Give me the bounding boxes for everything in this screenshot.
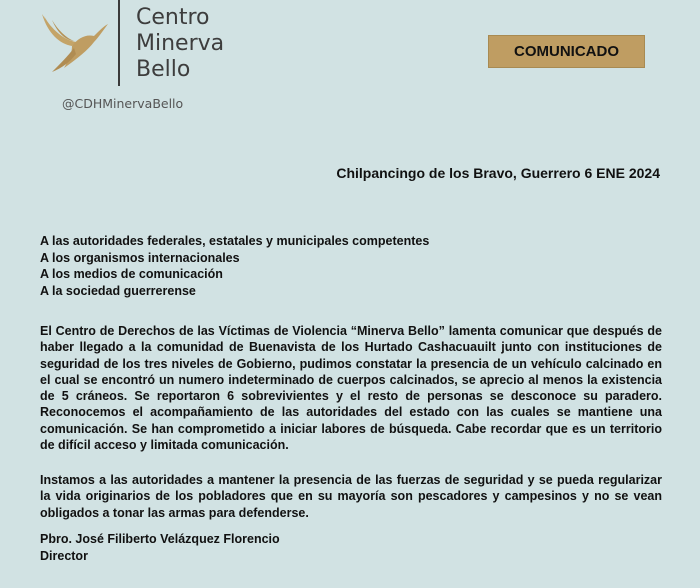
dove-icon [38,8,110,80]
social-handle: @CDHMinervaBello [62,96,184,111]
body-paragraph: El Centro de Derechos de las Víctimas de Violencia “Minerva Bello” lamenta comunicar que después de haber llegado a la comunidad de Buenavista de los Hurtado Cashacuauilt junto con instituciones de seguridad de los tres niveles de Gobierno, pudimos constatar la presencia de un vehículo calcinado en el cual se encontró un numero indeterminado de cuerpos calcinados, se aprecio al menos la existencia de 5 cráneos. Se reportaron 6 sobrevivientes y el resto de personas se desconoce su paradero. Reconocemos el acompañamiento de las autoridades del estado con las cuales se mantiene una comunicación. Se han comprometido a iniciar labores de búsqueda. Cabe recordar que es un territorio de difícil acceso y limitada comunicación. [40,324,662,453]
logo-line: Bello [136,57,191,82]
addressee-item: A la sociedad guerrerense [40,283,196,298]
signatory-title: Director [40,549,88,563]
body-paragraph: Instamos a las autoridades a mantener la presencia de las fuerzas de seguridad y se pueda regularizar la vida originarios de los pobladores que en su mayoría son pescadores y campesinos y no se vean obligados a tonar las armas para defenderse. [40,473,662,520]
addressee-list [40,233,429,299]
logo-line: Minerva [136,31,225,56]
signature-block [40,531,280,565]
logo-wordmark [136,5,224,83]
addressee-item: A los medios de comunicación [40,267,223,281]
signatory-name: Pbro. José Filiberto Velázquez Florencio [40,532,280,546]
dateline: Chilpancingo de los Bravo, Guerrero 6 ENE 2024 [336,165,660,181]
comunicado-badge: COMUNICADO [488,35,645,68]
logo-divider [118,0,120,86]
addressee-item: A las autoridades federales, estatales y municipales competentes [40,234,430,248]
addressee-item: A los organismos internacionales [40,250,240,265]
logo-line: Centro [136,5,210,30]
